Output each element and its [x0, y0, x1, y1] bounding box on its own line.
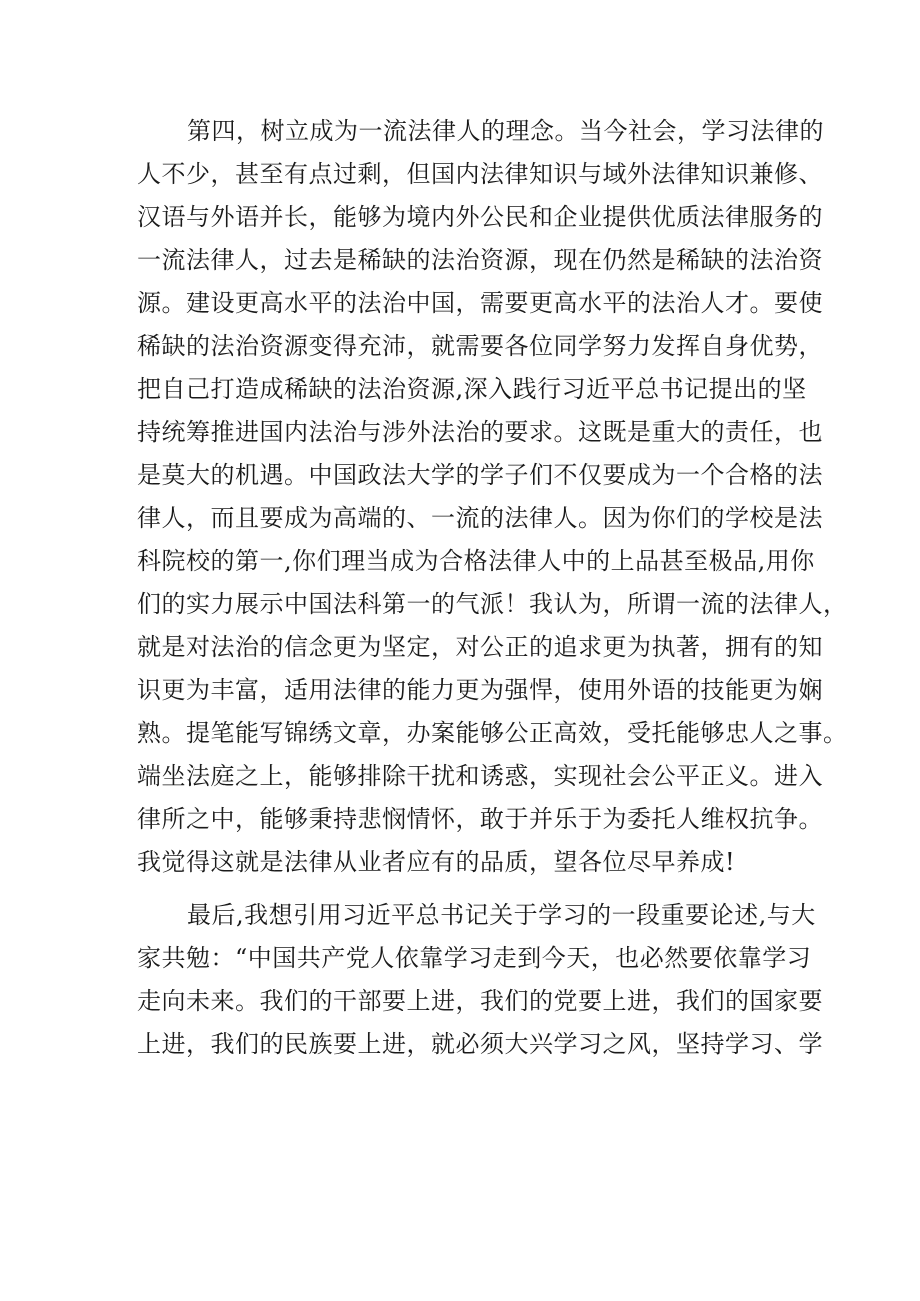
text-line: 上进，我们的民族要上进，就必须大兴学习之风，坚持学习、学 [137, 1030, 823, 1058]
text-line: 走向未来。我们的干部要上进，我们的党要上进，我们的国家要 [137, 987, 823, 1015]
document-body [137, 110, 848, 1066]
text-line: 家共勉：“中国共产党人依靠学习走到今天，也必然要依靠学习 [137, 944, 812, 972]
text-line: 源。建设更高水平的法治中国，需要更高水平的法治人才。要使 [137, 289, 823, 317]
text-line: 持统筹推进国内法治与涉外法治的要求。这既是重大的责任，也 [137, 418, 823, 446]
text-line: 就是对法治的信念更为坚定，对公正的追求更为执著，拥有的知 [137, 633, 823, 661]
text-line: 律所之中，能够秉持悲悯情怀，敢于并乐于为委托人维权抗争。 [137, 805, 823, 833]
text-line: 识更为丰富，适用法律的能力更为强悍，使用外语的技能更为娴 [137, 676, 823, 704]
text-line: 我觉得这就是法律从业者应有的品质，望各位尽早养成! [137, 848, 736, 876]
text-line: 是莫大的机遇。中国政法大学的学子们不仅要成为一个合格的法 [137, 461, 823, 489]
text-line: 科院校的第一,你们理当成为合格法律人中的上品甚至极品,用你 [137, 547, 815, 575]
text-line: 人不少，甚至有点过剩，但国内法律知识与域外法律知识兼修、 [137, 160, 823, 188]
text-line: 一流法律人，过去是稀缺的法治资源，现在仍然是稀缺的法治资 [137, 246, 823, 274]
text-line: 端坐法庭之上，能够排除干扰和诱惑，实现社会公平正义。进入 [137, 762, 823, 790]
text-line: 第四，树立成为一流法律人的理念。当今社会，学习法律的 [187, 117, 824, 145]
text-line: 熟。提笔能写锦绣文章，办案能够公正高效，受托能够忠人之事。 [137, 719, 848, 747]
text-line: 把自己打造成稀缺的法治资源,深入践行习近平总书记提出的坚 [137, 375, 807, 403]
text-line: 最后,我想引用习近平总书记关于学习的一段重要论述,与大 [187, 901, 816, 929]
paragraph-2 [137, 894, 823, 1066]
text-line: 们的实力展示中国法科第一的气派！我认为，所谓一流的法律人， [137, 590, 848, 618]
text-line: 律人，而且要成为高端的、一流的法律人。因为你们的学校是法 [137, 504, 823, 532]
paragraph-1 [137, 110, 848, 884]
paragraph-spacer [137, 884, 797, 894]
text-line: 汉语与外语并长，能够为境内外公民和企业提供优质法律服务的 [137, 203, 823, 231]
text-line: 稀缺的法治资源变得充沛，就需要各位同学努力发挥自身优势， [137, 332, 823, 360]
